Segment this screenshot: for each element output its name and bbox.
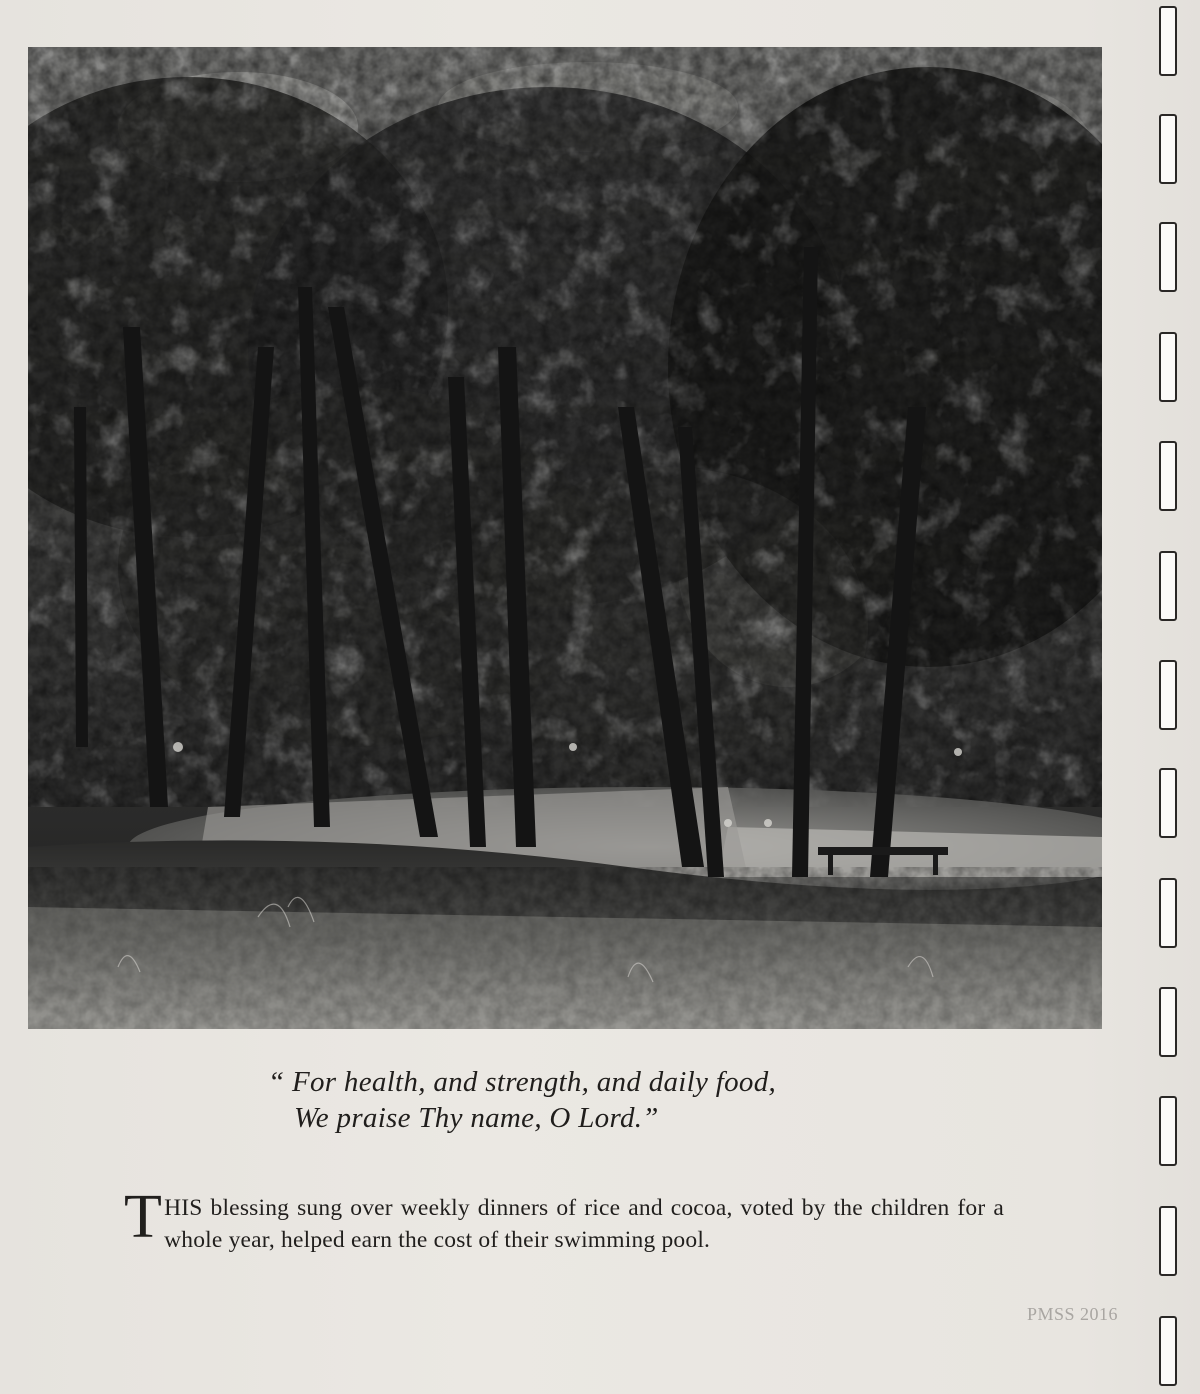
spiral-binding bbox=[1155, 0, 1185, 1394]
quote-line-2: We praise Thy name, O Lord.” bbox=[294, 1102, 659, 1134]
photo-image bbox=[28, 47, 1102, 1029]
binding-hole bbox=[1159, 1316, 1177, 1386]
binding-hole bbox=[1159, 660, 1177, 730]
caption-text: HIS blessing sung over weekly dinners of rice and cocoa, voted by the children for a whole year, helped earn the cost of their swimming pool. bbox=[164, 1195, 1004, 1253]
quote-line-1: “ For health, and strength, and daily food, bbox=[268, 1066, 777, 1098]
binding-hole bbox=[1159, 768, 1177, 838]
binding-hole bbox=[1159, 6, 1177, 76]
caption-paragraph bbox=[124, 1183, 1004, 1256]
watermark: PMSS 2016 bbox=[1027, 1304, 1119, 1324]
binding-hole bbox=[1159, 1206, 1177, 1276]
binding-hole bbox=[1159, 441, 1177, 511]
drop-cap: T bbox=[124, 1183, 163, 1251]
binding-hole bbox=[1159, 222, 1177, 292]
photograph-trees-pool bbox=[28, 47, 1102, 1029]
binding-hole bbox=[1159, 114, 1177, 184]
blessing-quote bbox=[268, 1064, 968, 1136]
binding-hole bbox=[1159, 551, 1177, 621]
binding-hole bbox=[1159, 987, 1177, 1057]
binding-hole bbox=[1159, 1096, 1177, 1166]
binding-hole bbox=[1159, 878, 1177, 948]
binding-hole bbox=[1159, 332, 1177, 402]
